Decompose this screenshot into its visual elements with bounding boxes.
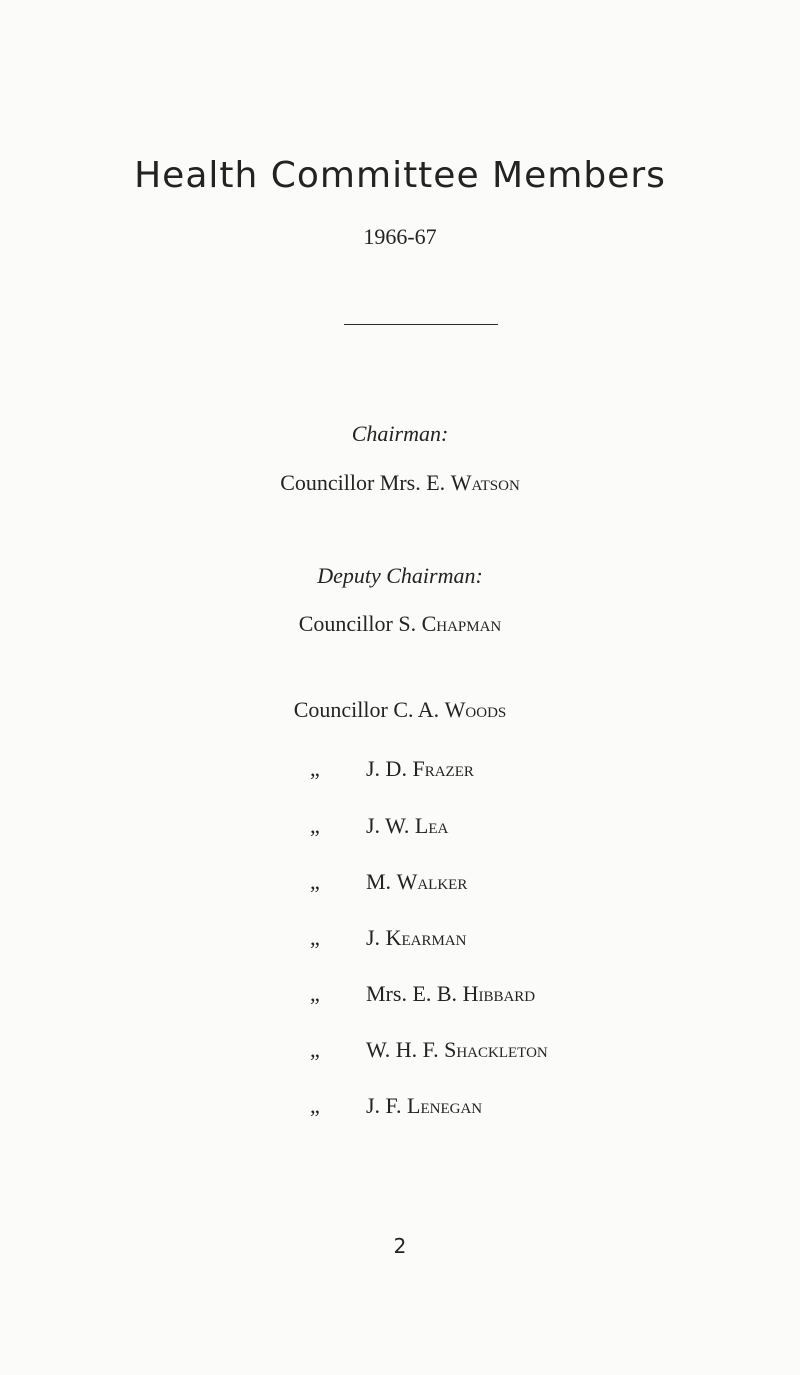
member-name <box>366 756 474 782</box>
ditto-mark: „ <box>310 813 320 838</box>
list-item <box>0 869 800 899</box>
member-prefix: J. D. <box>366 756 407 781</box>
member-name <box>366 981 535 1007</box>
member-surname: Shackleton <box>444 1037 548 1062</box>
member-name <box>366 869 467 895</box>
member-prefix: M. <box>366 869 392 894</box>
member-lead-prefix: Councillor C. A. <box>293 697 440 722</box>
list-item <box>0 1093 800 1123</box>
member-lead-surname: Woods <box>444 697 507 722</box>
member-prefix: W. H. F. <box>366 1037 439 1062</box>
list-item <box>0 813 800 843</box>
page-number: 2 <box>393 1234 407 1258</box>
member-surname: Frazer <box>412 756 474 781</box>
member-prefix: J. F. <box>366 1093 402 1118</box>
member-surname: Lea <box>414 813 449 838</box>
list-item <box>0 981 800 1011</box>
ditto-mark: „ <box>310 869 320 894</box>
list-item <box>0 756 800 786</box>
member-name <box>366 813 448 839</box>
member-prefix: Mrs. E. B. <box>366 981 458 1006</box>
member-surname: Lenegan <box>407 1093 483 1118</box>
member-name <box>366 1037 548 1063</box>
member-surname: Kearman <box>385 925 467 950</box>
page-title: Health Committee Members <box>134 155 666 196</box>
deputy-chairman-name <box>0 611 800 637</box>
chairman-name <box>0 470 800 496</box>
member-surname: Hibbard <box>462 981 536 1006</box>
member-prefix: J. <box>366 925 381 950</box>
ditto-mark: „ <box>310 925 320 950</box>
member-lead-name <box>0 697 800 723</box>
chairman-role-label: Chairman: <box>351 421 449 446</box>
member-surname: Walker <box>396 869 468 894</box>
list-item <box>0 925 800 955</box>
divider-rule <box>344 324 498 325</box>
ditto-mark: „ <box>310 981 320 1006</box>
ditto-mark: „ <box>310 756 320 781</box>
ditto-mark: „ <box>310 1037 320 1062</box>
member-name <box>366 925 466 951</box>
member-prefix: J. W. <box>366 813 410 838</box>
year-label: 1966-67 <box>363 224 437 249</box>
ditto-mark: „ <box>310 1093 320 1118</box>
chairman-surname: Watson <box>450 470 520 495</box>
chairman-prefix: Councillor Mrs. E. <box>280 470 446 495</box>
member-name <box>366 1093 482 1119</box>
deputy-chairman-prefix: Councillor S. <box>298 611 417 636</box>
list-item <box>0 1037 800 1067</box>
deputy-chairman-surname: Chapman <box>421 611 502 636</box>
deputy-chairman-role-label: Deputy Chairman: <box>317 563 483 588</box>
